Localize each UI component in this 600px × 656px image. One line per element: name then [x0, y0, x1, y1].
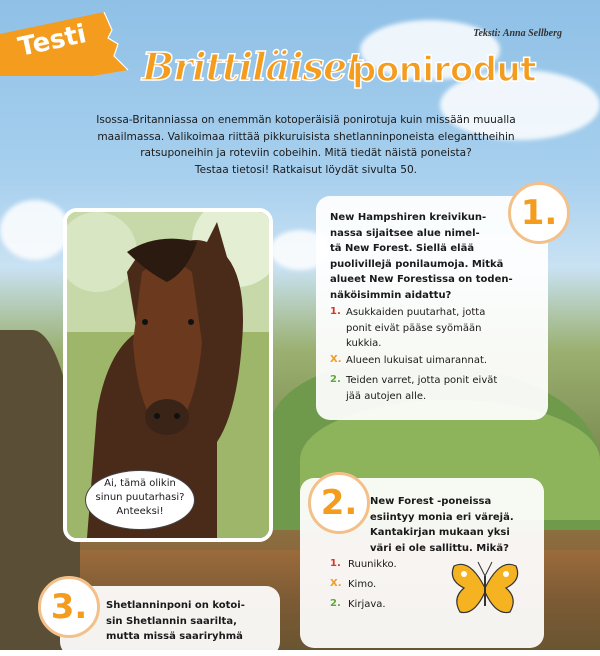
intro-line: maailmassa. Valikoimaa riittää pikkuruisista shetlanninponeista eleganttheihin: [97, 130, 515, 143]
option-mark-2: 2.: [330, 374, 341, 385]
option-line: Teiden varret, jotta ponit eivät: [346, 375, 498, 386]
option-mark-x: X.: [330, 578, 342, 589]
question-line: New Forest -poneissa: [370, 496, 492, 507]
question-line: esiintyy monia eri värejä.: [370, 511, 514, 523]
question-number-3: 3.: [38, 576, 100, 638]
intro-line: ratsuponeihin ja roteviin cobeihin. Mitä tiedät näistä poneista?: [140, 147, 472, 159]
option-mark-1: 1.: [330, 558, 341, 569]
speech-line: Anteeksi!: [116, 506, 164, 517]
question-line: näköisimmin aidattu?: [330, 289, 452, 301]
question-line: väri ei ole sallittu. Mikä?: [370, 542, 509, 554]
question-2-text: [370, 494, 514, 556]
option-line: kukkia.: [346, 338, 382, 349]
tag-label: Testi: [15, 19, 90, 63]
intro-line: Isossa-Britanniassa on enemmän kotoperäisiä ponirotuja kuin missään muualla: [96, 114, 516, 126]
option-x-text: [346, 353, 487, 369]
option-line: ponit eivät pääse syömään: [346, 322, 482, 334]
option-mark-2: 2.: [330, 598, 341, 609]
question-line: sin Shetlannin saarilta,: [106, 615, 237, 627]
option-line: Alueen lukuisat uimarannat.: [346, 355, 488, 366]
option-line: jää autojen alle.: [346, 390, 427, 402]
question-line: nassa sijaitsee alue nimel-: [330, 227, 480, 239]
question-1-text: [330, 210, 513, 303]
speech-line: sinun puutarhasi?: [95, 492, 185, 503]
option-2-text: Kirjava.: [348, 599, 386, 610]
option-1-text: [346, 305, 485, 352]
speech-line: Ai, tämä olikin: [104, 478, 176, 489]
option-mark-1: 1.: [330, 306, 341, 317]
question-line: mutta missä saariryhmä: [106, 631, 243, 642]
intro-line: Testaa tietosi! Ratkaisut löydät sivulta 50.: [194, 163, 418, 176]
question-number-2: 2.: [308, 472, 370, 534]
page-title-part2: ponirodut: [352, 50, 536, 90]
question-number-1: 1.: [508, 182, 570, 244]
option-1-text: Ruunikko.: [348, 559, 397, 570]
option-mark-x: X.: [330, 354, 342, 365]
butterfly-icon: [450, 558, 520, 620]
question-line: alueet New Forestissa on toden-: [330, 274, 513, 285]
question-line: New Hampshiren kreivikun-: [330, 212, 487, 223]
option-x-text: Kimo.: [348, 579, 377, 590]
question-line: tä New Forest. Siellä elää: [330, 243, 475, 254]
page-title-part1: Brittiläiset: [142, 44, 363, 89]
option-2-text: [346, 373, 497, 404]
byline: Teksti: Anna Sellberg: [473, 28, 562, 39]
cloud: [0, 200, 70, 260]
question-line: puolivillejä ponilaumoja. Mitkä: [330, 258, 504, 270]
question-card-3: [50, 586, 280, 656]
question-card-2: [300, 478, 544, 648]
question-line: Kantakirjan mukaan yksi: [370, 527, 510, 538]
option-line: Asukkaiden puutarhat, jotta: [346, 307, 486, 318]
intro-text: [96, 112, 516, 178]
speech-bubble: [85, 470, 195, 530]
question-card-1: [316, 193, 558, 420]
question-3-text: [106, 598, 245, 645]
question-line: Shetlanninponi on kotoi-: [106, 600, 245, 611]
